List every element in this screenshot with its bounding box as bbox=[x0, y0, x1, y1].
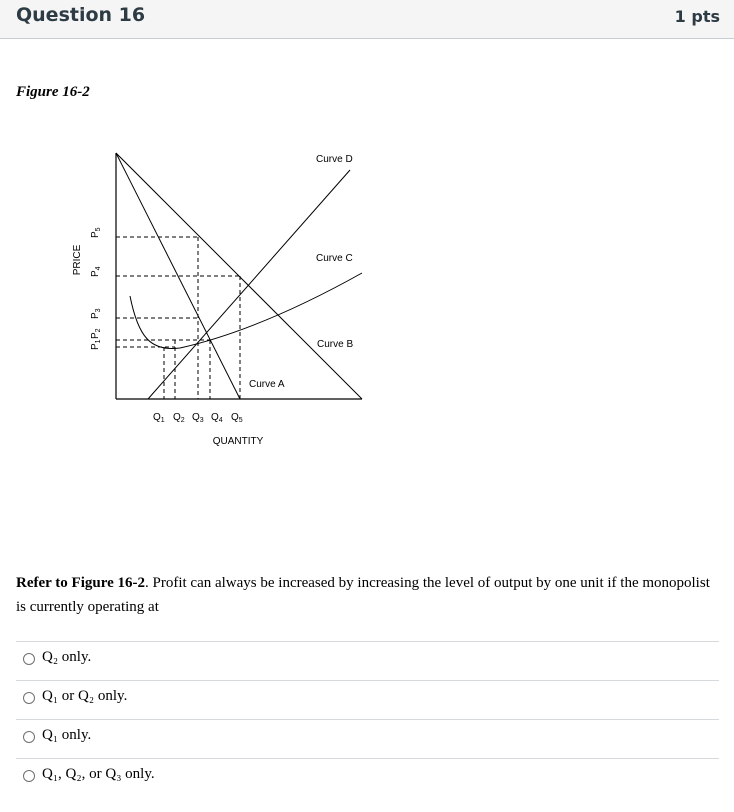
qty-label-q1: $Q_1$ bbox=[153, 412, 165, 424]
curve-b-line bbox=[130, 273, 362, 349]
radio-button[interactable] bbox=[23, 692, 35, 704]
qty-label-q3: $Q_3$ bbox=[192, 412, 204, 424]
answer-option-1[interactable] bbox=[16, 641, 719, 680]
answer-list bbox=[16, 641, 719, 797]
answer-label[interactable]: Q₁ or Q₂ only. bbox=[42, 688, 128, 704]
answer-label[interactable]: Q₁ only. bbox=[42, 727, 92, 743]
curve-d-label: Curve D bbox=[316, 154, 353, 165]
y-axis-label: PRICE bbox=[72, 244, 83, 276]
question-title: Question 16 bbox=[16, 4, 146, 26]
question-points: 1 pts bbox=[674, 7, 720, 26]
answer-label[interactable]: Q₂ only. bbox=[42, 649, 92, 665]
qty-label-q2: $Q_2$ bbox=[173, 412, 185, 424]
radio-button[interactable] bbox=[23, 653, 35, 665]
curve-b-label: Curve B bbox=[317, 339, 354, 350]
answer-option-2[interactable] bbox=[16, 680, 719, 719]
price-label-p5: $P_5$ bbox=[90, 227, 102, 238]
answer-label[interactable]: Q₁, Q₂, or Q₃ only. bbox=[42, 766, 155, 782]
answer-option-4[interactable] bbox=[16, 758, 719, 797]
radio-button[interactable] bbox=[23, 770, 35, 782]
price-label-p1: $P_1$ bbox=[90, 339, 102, 350]
question-ref: Refer to Figure 16-2 bbox=[16, 575, 145, 591]
price-label-p3: $P_3$ bbox=[90, 308, 102, 319]
qty-label-q4: $Q_4$ bbox=[211, 412, 223, 424]
curve-c-label: Curve C bbox=[316, 253, 353, 264]
price-label-p2: $P_2$ bbox=[90, 328, 102, 339]
curve-a-label: Curve A bbox=[249, 379, 285, 390]
curve-a-line bbox=[148, 170, 350, 399]
figure-title: Figure 16-2 bbox=[16, 84, 90, 100]
answer-option-3[interactable] bbox=[16, 719, 719, 758]
radio-button[interactable] bbox=[23, 731, 35, 743]
qty-label-q5: $Q_5$ bbox=[231, 412, 243, 424]
price-label-p4: $P_4$ bbox=[90, 266, 102, 277]
question-header bbox=[0, 0, 734, 39]
x-axis-label: QUANTITY bbox=[212, 436, 264, 447]
question-body: . Profit can always be increased by increasing the level of output by one unit if the monopolist is currently operating at bbox=[16, 575, 710, 615]
monopoly-figure bbox=[60, 140, 380, 460]
question-text bbox=[16, 571, 721, 619]
